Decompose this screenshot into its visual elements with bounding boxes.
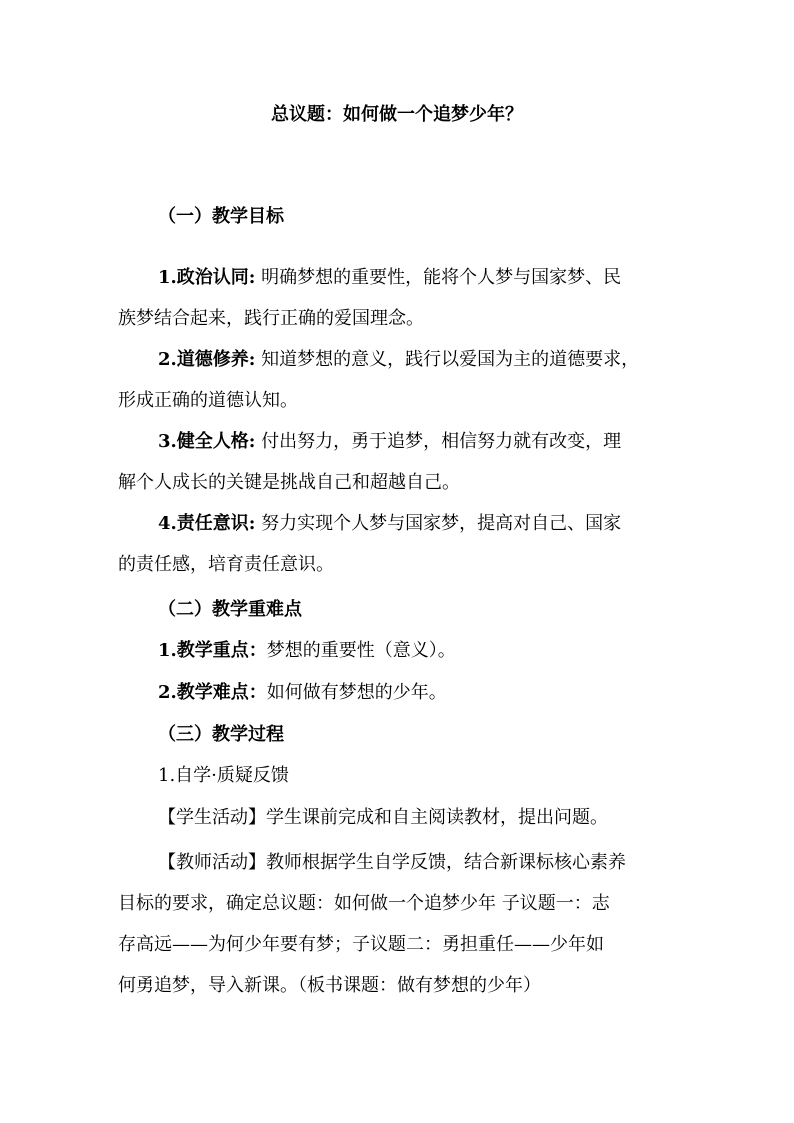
keypoint-label: 1.教学重点：	[158, 640, 267, 661]
keypoint-label: 2.教学难点：	[158, 682, 267, 703]
teacher-activity-line: 目标的要求，确定总议题：如何做一个追梦少年 子议题一：志	[118, 893, 610, 914]
teacher-activity-line: 何勇追梦，导入新课。（板书课题：做有梦想的少年）	[118, 975, 541, 996]
goal-text: 明确梦想的重要性，能将个人梦与国家梦、民	[261, 267, 622, 288]
process-step-title: 1.自学·质疑反馈	[158, 765, 289, 786]
goal-label: 4.责任意识:	[158, 513, 256, 534]
section-heading-process: （三）教学过程	[158, 724, 284, 745]
goal-item-4	[118, 503, 678, 585]
goal-item-3	[118, 421, 678, 503]
student-activity	[118, 797, 678, 838]
keypoint-item-1	[118, 630, 678, 671]
goal-text-continued: 形成正确的道德认知。	[118, 390, 298, 411]
student-activity-text: 【学生活动】学生课前完成和自主阅读教材，提出问题。	[158, 807, 608, 828]
goal-text-continued: 族梦结合起来，践行正确的爱国理念。	[118, 308, 424, 329]
keypoint-text: 梦想的重要性（意义）。	[266, 640, 456, 661]
keypoint-text: 如何做有梦想的少年。	[266, 682, 447, 703]
goal-label: 2.道德修养:	[158, 349, 256, 370]
goal-label: 3.健全人格:	[158, 431, 256, 452]
goal-text: 付出努力，勇于追梦，相信努力就有改变，理	[261, 431, 622, 452]
page-title: 总议题：如何做一个追梦少年？	[271, 104, 523, 125]
teacher-activity	[118, 842, 678, 1006]
goal-text: 知道梦想的意义，践行以爱国为主的道德要求，	[261, 349, 640, 370]
section-heading-goals: （一）教学目标	[158, 206, 284, 227]
goal-text-continued: 解个人成长的关键是挑战自己和超越自己。	[118, 472, 460, 493]
teacher-activity-line: 【教师活动】教师根据学生自学反馈，结合新课标核心素养	[158, 852, 626, 873]
goal-text: 努力实现个人梦与国家梦，提高对自己、国家	[261, 513, 622, 534]
goal-text-continued: 的责任感，培育责任意识。	[118, 554, 334, 575]
goal-label: 1.政治认同:	[158, 267, 256, 288]
keypoint-item-2	[118, 672, 678, 713]
goal-item-2	[118, 339, 678, 421]
goal-item-1	[118, 257, 678, 339]
process-step-1	[118, 755, 678, 796]
teacher-activity-line: 存高远——为何少年要有梦；子议题二：勇担重任——少年如	[118, 934, 604, 955]
section-heading-keypoints: （二）教学重难点	[158, 599, 302, 620]
